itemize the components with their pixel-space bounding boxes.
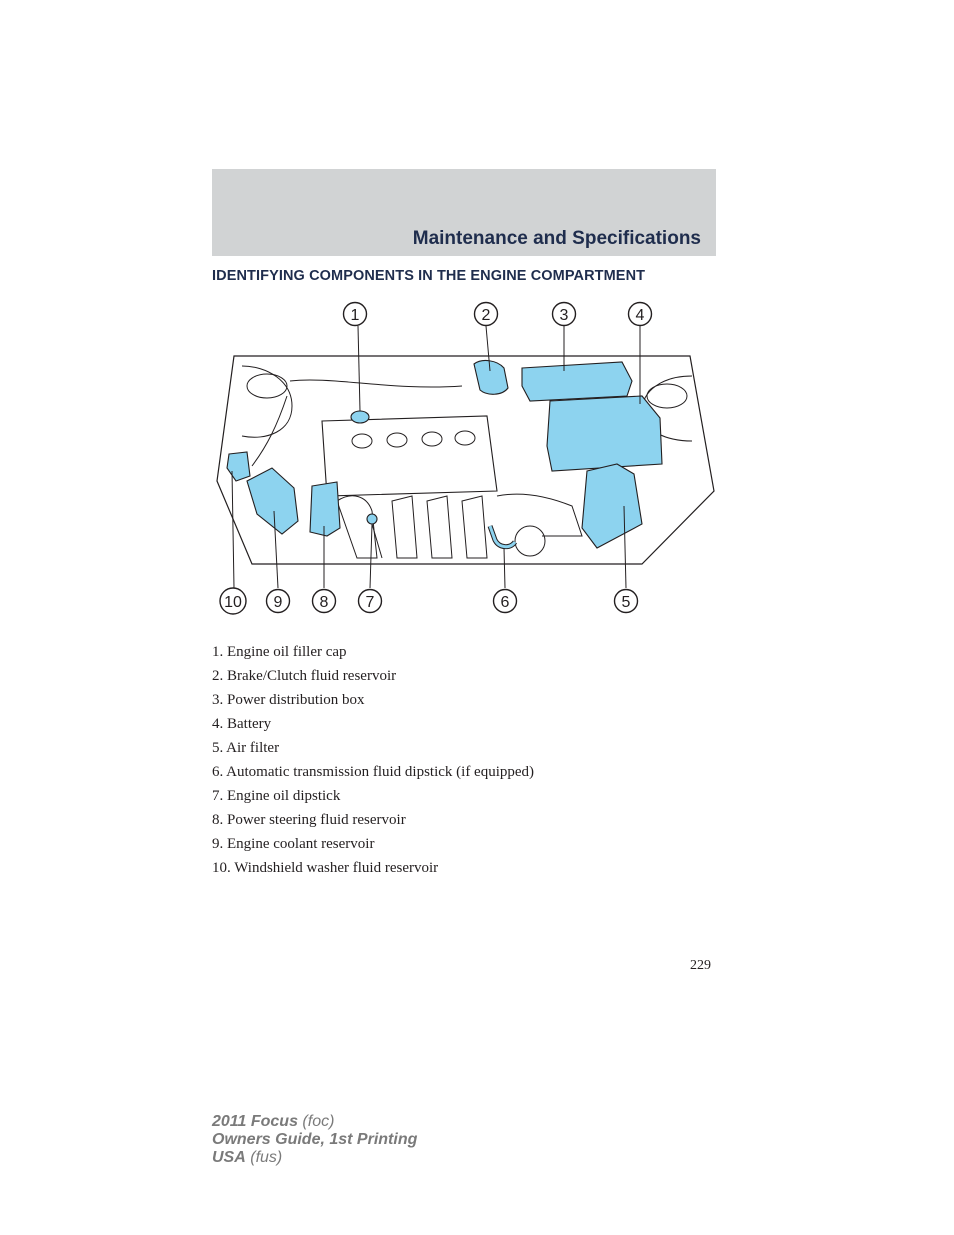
list-item: 8. Power steering fluid reservoir — [212, 812, 406, 828]
component-list — [212, 640, 534, 880]
svg-text:5: 5 — [621, 594, 631, 611]
engine-cover — [322, 416, 497, 496]
header-band — [212, 169, 716, 256]
callout-4 — [629, 303, 652, 326]
list-item: 4. Battery — [212, 716, 272, 732]
svg-text:6: 6 — [500, 594, 510, 611]
list-item: 1. Engine oil filler cap — [212, 644, 347, 660]
oil-filler-cap — [351, 411, 369, 423]
svg-text:7: 7 — [365, 594, 375, 611]
callout-7 — [359, 590, 382, 613]
page-number: 229 — [690, 958, 711, 973]
chapter-title: Maintenance and Specifications — [412, 228, 701, 249]
list-item: 5. Air filter — [212, 740, 280, 756]
callout-1 — [344, 303, 367, 326]
list-item: 2. Brake/Clutch fluid reservoir — [212, 668, 397, 684]
footer-line-2: Owners Guide, 1st Printing — [212, 1131, 418, 1148]
engine-oil-dipstick — [367, 514, 377, 524]
callout-5 — [615, 590, 638, 613]
svg-text:1: 1 — [350, 307, 360, 324]
list-item: 3. Power distribution box — [212, 692, 365, 708]
list-item: 7. Engine oil dipstick — [212, 788, 341, 804]
footer-line-1: 2011 Focus (foc) — [212, 1113, 335, 1130]
svg-text:10: 10 — [224, 594, 242, 611]
callout-10 — [220, 588, 246, 614]
power-distribution-box — [522, 362, 632, 401]
power-steering-reservoir — [310, 482, 340, 536]
callout-6 — [494, 590, 517, 613]
footer — [212, 1113, 417, 1167]
list-item: 6. Automatic transmission fluid dipstick (if equipped) — [212, 764, 535, 780]
callout-3 — [553, 303, 576, 326]
list-item: 9. Engine coolant reservoir — [212, 836, 375, 852]
footer-line-3: USA (fus) — [212, 1149, 283, 1166]
callout-2 — [475, 303, 498, 326]
callout-8 — [313, 590, 336, 613]
throttle-body — [515, 526, 545, 556]
svg-text:2: 2 — [481, 307, 491, 324]
svg-text:3: 3 — [559, 307, 569, 324]
battery — [547, 396, 662, 471]
svg-text:9: 9 — [273, 594, 283, 611]
svg-text:8: 8 — [319, 594, 329, 611]
section-heading: IDENTIFYING COMPONENTS IN THE ENGINE COMPARTMENT — [212, 268, 646, 284]
svg-text:4: 4 — [635, 307, 645, 324]
engine-compartment-diagram — [212, 296, 722, 626]
callout-9 — [267, 590, 290, 613]
list-item: 10. Windshield washer fluid reservoir — [212, 860, 439, 876]
